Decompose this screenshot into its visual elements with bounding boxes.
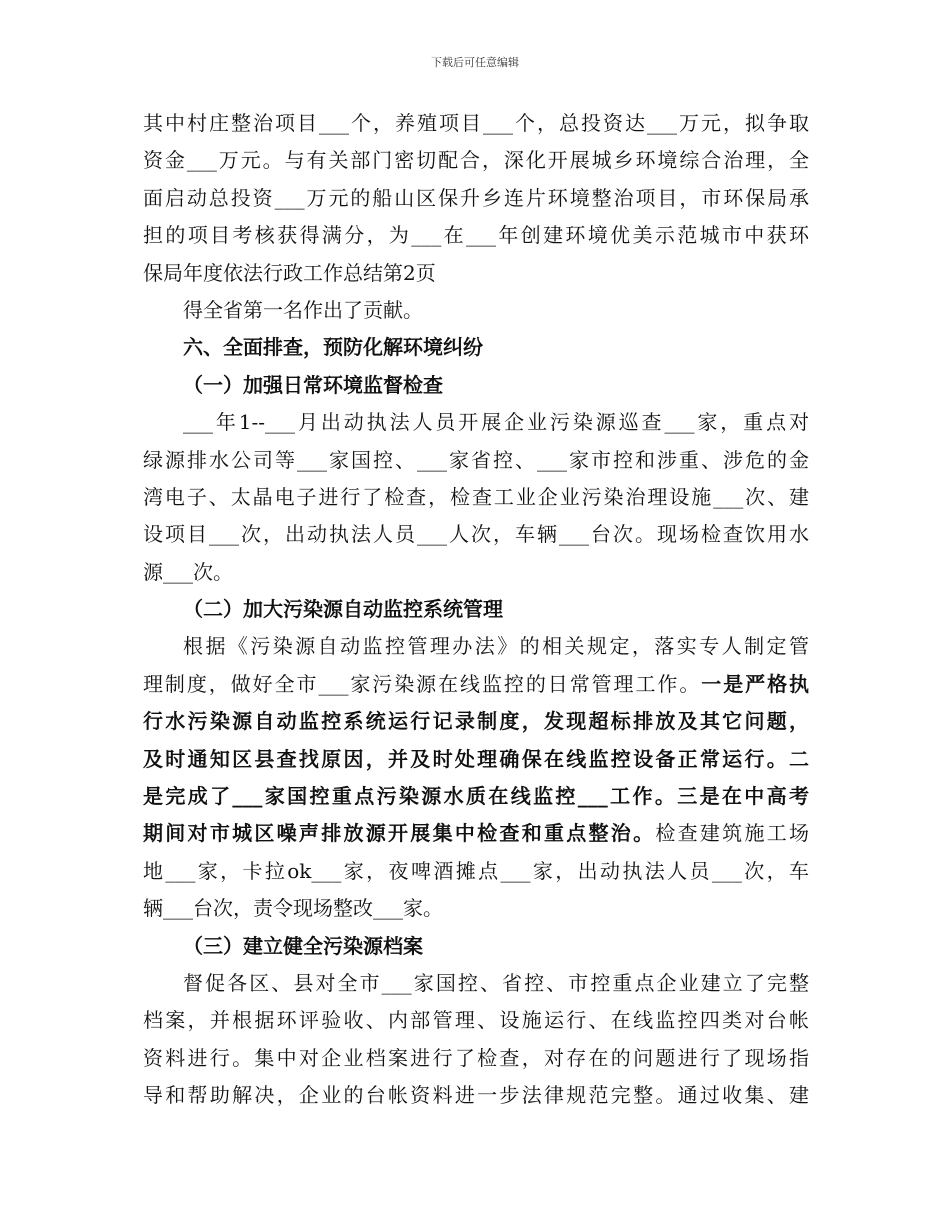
text-line: 地___家，卡拉ok___家，夜啤酒摊点___家，出动执法人员___次，车 [143, 858, 809, 883]
text-line: 是完成了___家国控重点污染源水质在线监控___工作。三是在中高考 [143, 784, 809, 809]
text-line: ___年1--___月出动执法人员开展企业污染源巡查___家，重点对 [183, 410, 809, 435]
text-line: 其中村庄整治项目___个，养殖项目___个，总投资达___万元，拟争取 [143, 111, 809, 135]
text-line: 及时通知区县查找原因，并及时处理确保在线监控设备正常运行。二 [143, 746, 809, 771]
text-line: 源___次。 [143, 559, 233, 584]
text-line: 六、全面排查，预防化解环境纠纷 [183, 335, 483, 360]
text-line: （一）加强日常环境监督检查 [183, 372, 443, 397]
text-line: 导和帮助解决，企业的台帐资料进一步法律规范完整。通过收集、建 [143, 1083, 809, 1108]
text-line: 得全省第一名作出了贡献。 [183, 297, 423, 322]
text-line: 设项目___次，出动执法人员___人次，车辆___台次。现场检查饮用水 [143, 522, 809, 547]
text-line: （二）加大污染源自动监控系统管理 [183, 597, 503, 622]
page-header: 下载后可任意编辑 [431, 56, 519, 69]
text-line: 期间对市城区噪声排放源开展集中检查和重点整治。检查建筑施工场 [143, 821, 809, 846]
text-line: 理制度，做好全市___家污染源在线监控的日常管理工作。一是严格执 [143, 671, 809, 696]
document-body [143, 105, 809, 1115]
text-line: 担的项目考核获得满分，为___在___年创建环境优美示范城市中获环 [143, 223, 809, 248]
text-line: 档案，并根据环评验收、内部管理、设施运行、在线监控四类对台帐 [143, 1008, 809, 1033]
text-line: 资料进行。集中对企业档案进行了检查，对存在的问题进行了现场指 [143, 1045, 809, 1070]
text-line: 行水污染源自动监控系统运行记录制度，发现超标排放及其它问题， [143, 709, 809, 734]
text-line: 保局年度依法行政工作总结第2页 [143, 260, 436, 285]
text-line: 资金___万元。与有关部门密切配合，深化开展城乡环境综合治理，全 [143, 148, 809, 173]
text-line: 督促各区、县对全市___家国控、省控、市控重点企业建立了完整 [183, 970, 809, 995]
text-line: 面启动总投资___万元的船山区保升乡连片环境整治项目，市环保局承 [143, 185, 809, 210]
text-line: 绿源排水公司等___家国控、___家省控、___家市控和涉重、涉危的金 [143, 447, 809, 472]
text-line: 湾电子、太晶电子进行了检查，检查工业企业污染治理设施___次、建 [143, 484, 809, 509]
text-line: 辆___台次，责令现场整改___家。 [143, 896, 443, 921]
text-line: 根据《污染源自动监控管理办法》的相关规定，落实专人制定管 [183, 634, 809, 659]
text-line: （三）建立健全污染源档案 [183, 933, 423, 958]
